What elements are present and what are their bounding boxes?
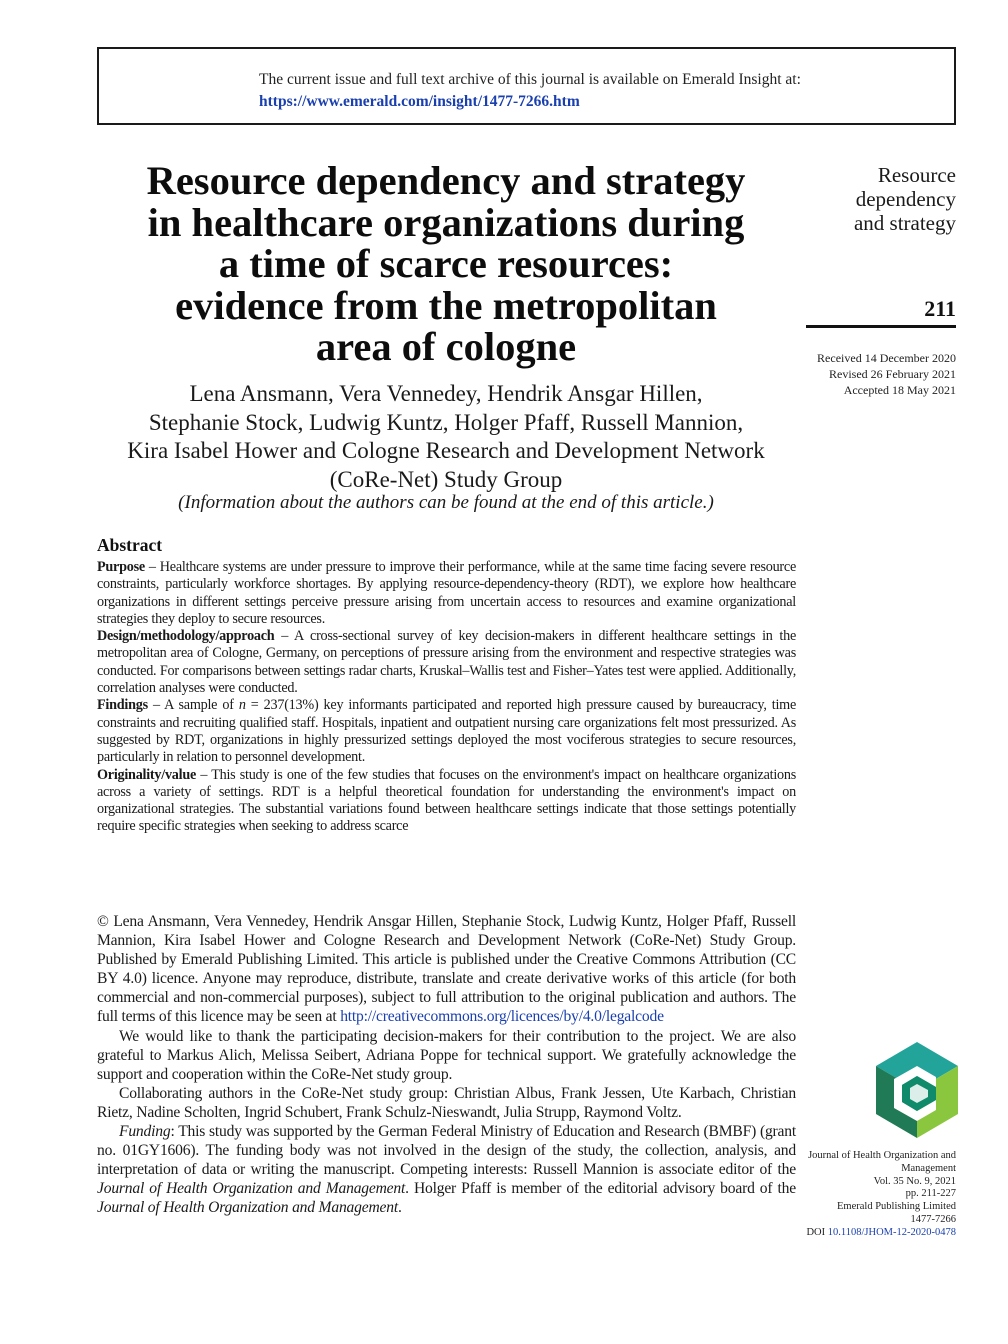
purpose-label: Purpose bbox=[97, 559, 145, 575]
abstract-design bbox=[97, 628, 796, 697]
journal-name-line: Journal of Health Organization and bbox=[808, 1150, 956, 1161]
journal-volume: Vol. 35 No. 9, 2021 bbox=[873, 1175, 956, 1187]
abstract-originality bbox=[97, 767, 796, 836]
collaborating-authors: Collaborating authors in the CoRe-Net study group: Christian Albus, Frank Jessen, Ute Karbach, Christian Rietz, Nadine Scholten, Ingrid Schubert, Frank Schulz-Nieswandt, Julia Strupp, Raymond Voltz. bbox=[97, 1084, 796, 1121]
title-line: Resource dependency and strategy bbox=[146, 158, 746, 203]
running-title-line: dependency bbox=[855, 187, 956, 211]
title-line: a time of scarce resources: bbox=[218, 241, 674, 286]
title-line: area of cologne bbox=[315, 324, 577, 369]
abstract-purpose bbox=[97, 559, 796, 628]
title-line: evidence from the metropolitan bbox=[175, 282, 717, 328]
emerald-hexagon-logo-icon bbox=[874, 1040, 960, 1140]
author-line: Kira Isabel Hower and Cologne Research and Development Network bbox=[127, 438, 765, 463]
funding-text: . bbox=[397, 1199, 402, 1217]
copyright-paragraph bbox=[97, 912, 796, 1027]
journal-name: Journal of Health Organization and Management bbox=[97, 1180, 406, 1198]
revised-date: Revised 26 February 2021 bbox=[829, 367, 956, 381]
journal-archive-link[interactable]: https://www.emerald.com/insight/1477-7266.htm bbox=[259, 93, 580, 110]
page-number-rule bbox=[806, 325, 956, 328]
funding-statement bbox=[97, 1122, 796, 1217]
findings-label: Findings bbox=[97, 697, 148, 714]
doi-link[interactable]: 10.1108/JHOM-12-2020-0478 bbox=[827, 1226, 956, 1238]
title-line: in healthcare organizations during bbox=[147, 199, 745, 245]
journal-name: Journal of Health Organization and Management bbox=[97, 1199, 398, 1217]
abstract-findings bbox=[97, 697, 796, 766]
author-line: Stephanie Stock, Ludwig Kuntz, Holger Pfaff, Russell Mannion, bbox=[148, 409, 744, 435]
journal-publisher: Emerald Publishing Limited bbox=[837, 1201, 956, 1213]
article-title bbox=[96, 160, 796, 368]
submission-dates bbox=[806, 350, 956, 398]
emerald-hexagon-logo-icon bbox=[874, 1040, 960, 1140]
journal-pages: pp. 211-227 bbox=[905, 1188, 956, 1200]
running-title bbox=[810, 163, 956, 235]
journal-name-line: Management bbox=[901, 1162, 956, 1174]
page-number: 211 bbox=[924, 296, 956, 321]
accepted-date: Accepted 18 May 2021 bbox=[843, 383, 956, 397]
originality-label: Originality/value bbox=[97, 766, 197, 783]
originality-text: – This study is one of the few studies that focuses on the environment's impact on healthcare organizations across a variety of settings. RDT is a helpful theoretical foundation for understanding the environment's impact on organizational strategies. The substantial variations found between healthcare settings indicate that those settings potentially require specific strategies when seeking to address scarce bbox=[97, 766, 796, 835]
journal-availability-banner bbox=[97, 47, 956, 125]
author-info-note: (Information about the authors can be found at the end of this article.) bbox=[178, 492, 714, 513]
design-text: – A cross-sectional survey of key decision-makers in different healthcare settings in the metropolitan area of Cologne, Germany, on perceptions of pressure arising from the environment and respective strategies was conducted. For comparisons between settings radar charts, Kruskal–Wallis test and Fisher–Yates test were applied. Additionally, correlation analyses were conducted. bbox=[97, 628, 796, 697]
acknowledgements: We would like to thank the participating decision-makers for their contribution to the project. We are also grateful to Markus Alich, Melissa Seibert, Adriana Poppe for technical support. We gratefully acknowledge the support and cooperation within the CoRe-Net study group. bbox=[97, 1027, 796, 1083]
running-title-line: Resource bbox=[877, 163, 956, 187]
author-list bbox=[96, 380, 796, 494]
licence-link[interactable]: http://creativecommons.org/licences/by/4.0/legalcode bbox=[340, 1008, 664, 1026]
abstract-heading: Abstract bbox=[97, 535, 163, 555]
author-line: Lena Ansmann, Vera Vennedey, Hendrik Ansgar Hillen, bbox=[189, 381, 703, 406]
funding-text: : This study was supported by the German Federal Ministry of Education and Research (BMBF) (grant no. 01GY1606). The funding body was not involved in the design of the study, the collection, analysis, and interpretation of data or writing the manuscript. Competing interests: Russell Mannion is associate editor of the bbox=[97, 1123, 796, 1179]
doi-label: DOI bbox=[806, 1226, 826, 1238]
received-date: Received 14 December 2020 bbox=[817, 351, 956, 365]
design-label: Design/methodology/approach bbox=[97, 628, 275, 645]
journal-doi bbox=[800, 1227, 956, 1240]
running-title-line: and strategy bbox=[853, 211, 956, 235]
findings-text: = 237(13%) key informants participated and reported high pressure caused by bureaucracy, time constraints and recruiting qualified staff. Hospitals, inpatient and outpatient nursing care organizations felt most pressurized. As suggested by RDT, organizations in highly pressurized settings deployed the most vociferous strategies to secure resources, particularly in relation to personnel development. bbox=[97, 697, 797, 766]
journal-issn: 1477-7266 bbox=[910, 1213, 956, 1225]
funding-text: . Holger Pfaff is member of the editorial advisory board of the bbox=[405, 1180, 796, 1198]
journal-info bbox=[800, 1150, 956, 1240]
copyright-footnote bbox=[97, 912, 796, 1218]
funding-label: Funding bbox=[119, 1123, 171, 1141]
abstract-body bbox=[97, 559, 796, 836]
purpose-text: – Healthcare systems are under pressure to improve their performance, while at the same time facing severe resource constraints, particularly workforce shortages. By applying resource-dependency-theory (RDT), we explore how healthcare organizations in different settings perceive pressure arising from uncertain access to resources and examine organizational strategies they deploy to secure resources. bbox=[97, 559, 796, 627]
copyright-text: © Lena Ansmann, Vera Vennedey, Hendrik Ansgar Hillen, Stephanie Stock, Ludwig Kuntz, Holger Pfaff, Russell Mannion, Kira Isabel Hower and Cologne Research and Development Network (CoRe-Net) Study Group. Published by Emerald Publishing Limited. This article is published under the Creative Commons Attribution (CC BY 4.0) licence. Anyone may reproduce, distribute, translate and create derivative works of this article (for both commercial and non-commercial purposes), subject to full attribution to the original publication and authors. The full terms of this licence may be seen at bbox=[97, 913, 796, 1026]
banner-text: The current issue and full text archive of this journal is available on Emerald Insight at: bbox=[259, 71, 801, 88]
sample-size-symbol: n bbox=[238, 697, 246, 714]
author-line: (CoRe-Net) Study Group bbox=[329, 466, 563, 492]
findings-text: – A sample of bbox=[147, 697, 239, 714]
